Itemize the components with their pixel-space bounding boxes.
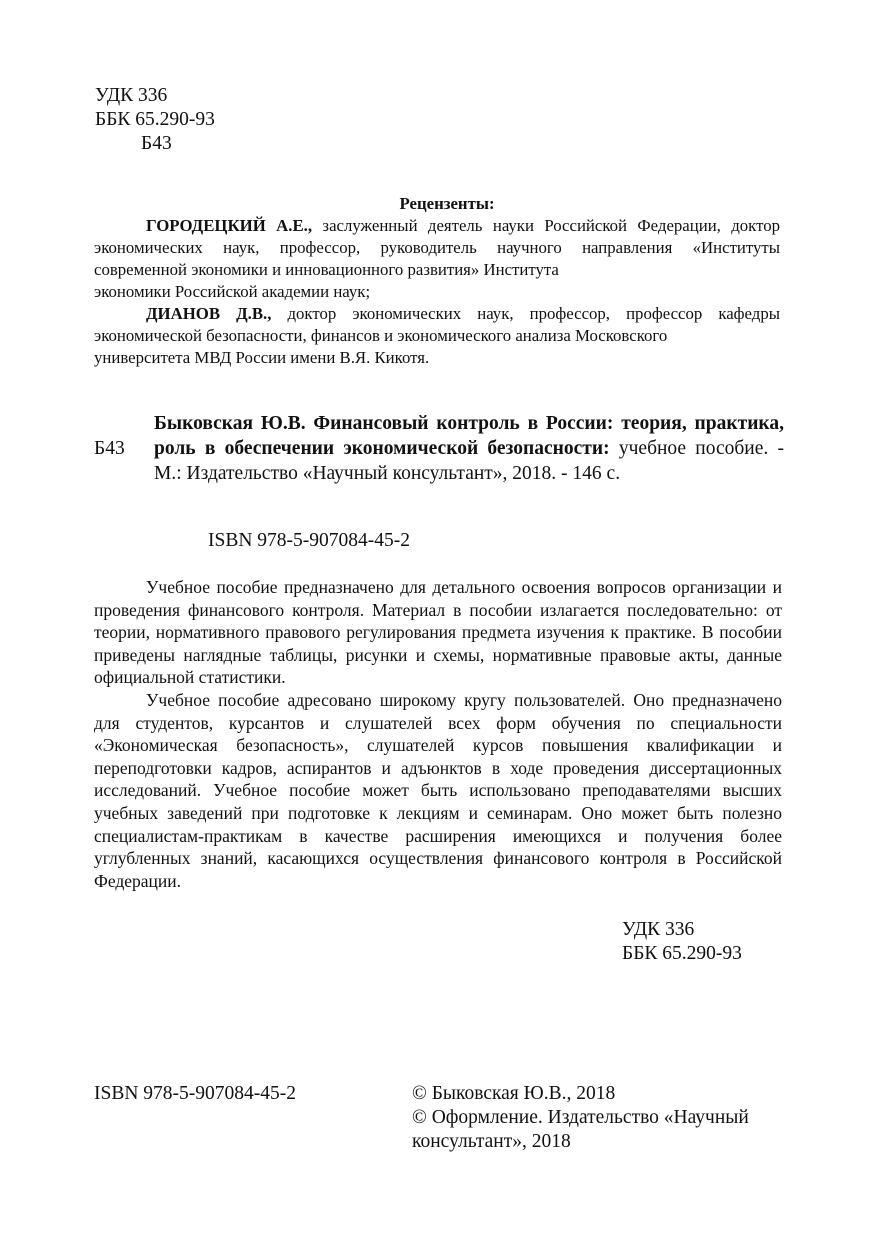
bbk-code: ББК 65.290-93 bbox=[95, 109, 215, 130]
reviewer-entry bbox=[94, 215, 780, 303]
bib-title: Быковская Ю.В. Финансовый контроль в России: теория, практика, роль в обеспечении экономической безопасности: bbox=[154, 413, 784, 459]
classification-codes-top bbox=[95, 84, 215, 156]
isbn-footer: ISBN 978-5-907084-45-2 bbox=[94, 1083, 297, 1104]
udk-code: УДК 336 bbox=[622, 919, 695, 940]
copyright-author: © Быковская Ю.В., 2018 bbox=[412, 1083, 616, 1104]
reviewers-section bbox=[94, 193, 780, 369]
reviewer-description-end: экономики Российской академии наук; bbox=[94, 282, 371, 301]
reviewers-title: Рецензенты: bbox=[399, 194, 495, 213]
reviewer-description-end: университета МВД России имени В.Я. Кикотя. bbox=[94, 348, 430, 367]
bib-description bbox=[154, 411, 784, 486]
reviewer-entry bbox=[94, 303, 780, 369]
annotation-paragraph: Учебное пособие предназначено для детального освоения вопросов организации и проведения финансового контроля. Материал в пособии излагается последовательно: от теории, нормативного правового регулирования предмета изучения к практике. В пособии приведены наглядные таблицы, рисунки и схемы, нормативные правовые акты, данные официальной статистики. bbox=[94, 577, 782, 688]
udk-code: УДК 336 bbox=[95, 85, 168, 106]
reviewer-description: доктор экономических наук, профессор, профессор кафедры экономической безопасности, финансов и экономического анализа Московского bbox=[94, 304, 780, 345]
copyright-design: © Оформление. Издательство «Научный консультант», 2018 bbox=[412, 1107, 749, 1152]
reviewer-name: ГОРОДЕЦКИЙ А.Е., bbox=[146, 216, 313, 235]
reviewer-description: заслуженный деятель науки Российской Федерации, доктор экономических наук, профессор, руководитель научного направления «Институты современной экономики и инновационного развития» Института bbox=[94, 216, 781, 279]
copyright-block bbox=[412, 1082, 792, 1154]
bib-details: учебное пособие. - М.: Издательство «Научный консультант», 2018. - 146 с. bbox=[154, 438, 784, 484]
bib-author-mark: Б43 bbox=[94, 438, 125, 459]
reviewer-name: ДИАНОВ Д.В., bbox=[146, 304, 272, 323]
author-mark: Б43 bbox=[141, 133, 172, 154]
annotation-paragraph: Учебное пособие адресовано широкому кругу пользователей. Оно предназначено для студентов, курсантов и слушателей всех форм обучения по специальности «Экономическая безопасность», слушателей курсов повышения квалификации и переподготовки кадров, аспирантов и адъюнктов в ходе проведения диссертационных исследований. Учебное пособие может быть использовано преподавателями высших учебных заведений при подготовке к лекциям и семинарам. Оно может быть полезно специалистам-практикам в качестве расширения имеющихся и получения более углубленных знаний, касающихся осуществления финансового контроля в Российской Федерации. bbox=[94, 689, 782, 891]
annotation bbox=[94, 576, 782, 892]
bibliographic-record bbox=[94, 411, 784, 486]
bbk-code: ББК 65.290-93 bbox=[622, 943, 742, 964]
isbn-record: ISBN 978-5-907084-45-2 bbox=[208, 530, 411, 551]
classification-codes-right bbox=[622, 918, 742, 966]
